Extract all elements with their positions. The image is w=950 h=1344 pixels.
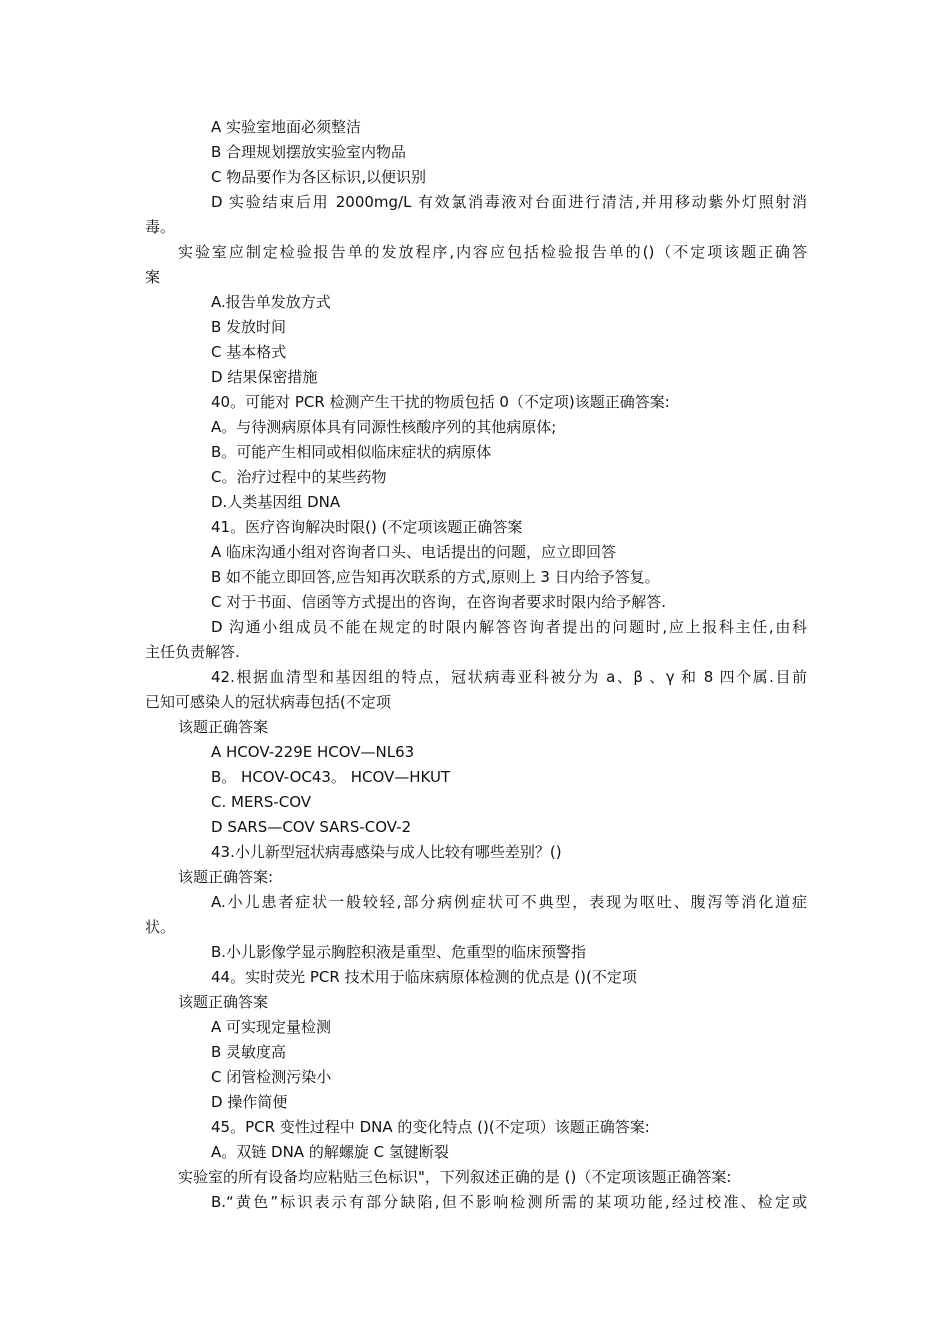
option-line: B 灵敏度高 — [211, 1043, 287, 1061]
continuation-line: 毒。 — [145, 218, 176, 236]
answer-label: 该题正确答案 — [178, 718, 269, 736]
option-line: A 实验室地面必须整洁 — [211, 118, 362, 136]
continuation-line: 主任负责解答. — [145, 643, 240, 661]
option-line: C 对于书面、信函等方式提出的咨询，在咨询者要求时限内给予解答. — [211, 593, 667, 611]
option-line: A。与待测病原体具有同源性核酸序列的其他病原体; — [211, 418, 557, 436]
continuation-line: 已知可感染人的冠状病毒包括(不定项 — [145, 693, 391, 711]
question-line: 41。医疗咨询解决时限() (不定项该题正确答案 — [211, 518, 523, 536]
option-line: C。治疗过程中的某些药物 — [211, 468, 387, 486]
question-line: 45。PCR 变性过程中 DNA 的变化特点 ()(不定项）该题正确答案: — [211, 1118, 650, 1136]
option-line: C 物品要作为各区标识,以便识别 — [211, 168, 427, 186]
option-line: A.小儿患者症状一般较轻,部分病例症状可不典型，表现为呕吐、腹泻等消化道症 — [211, 893, 807, 911]
continuation-line: 案 — [145, 268, 161, 286]
question-line: 42.根据血清型和基因组的特点，冠状病毒亚科被分为 a、β 、γ 和 8 四个属.目前 — [211, 668, 807, 686]
option-line: A 临床沟通小组对咨询者口头、电话提出的问题，应立即回答 — [211, 543, 617, 561]
question-line: 43.小儿新型冠状病毒感染与成人比较有哪些差别？() — [211, 843, 562, 861]
option-line: B 如不能立即回答,应告知再次联系的方式,原则上 3 日内给予答复。 — [211, 568, 660, 586]
option-line: D 结果保密措施 — [211, 368, 318, 386]
option-line: B。 HCOV-OC43。 HCOV—HKUT — [211, 768, 451, 786]
option-line: C 闭管检测污染小 — [211, 1068, 332, 1086]
question-line: 实验室的所有设备均应粘贴三色标识"，下列叙述正确的是 ()（不定项该题正确答案: — [178, 1168, 732, 1186]
answer-label: 该题正确答案: — [178, 868, 274, 886]
option-line: B 合理规划摆放实验室内物品 — [211, 143, 407, 161]
answer-label: 该题正确答案 — [178, 993, 269, 1011]
continuation-line: 状。 — [145, 918, 176, 936]
option-line: D 实验结束后用 2000mg/L 有效氯消毒液对台面进行清洁,并用移动紫外灯照射消 — [211, 193, 807, 211]
option-line: D 沟通小组成员不能在规定的时限内解答咨询者提出的问题时,应上报科主任,由科 — [211, 618, 807, 636]
option-line: D.人类基因组 DNA — [211, 493, 341, 511]
question-line: 40。可能对 PCR 检测产生干扰的物质包括 0（不定项)该题正确答案: — [211, 393, 670, 411]
option-line: B.“黄色”标识表示有部分缺陷,但不影响检测所需的某项功能,经过校准、检定或 — [211, 1193, 807, 1211]
option-line: B。可能产生相同或相似临床症状的病原体 — [211, 443, 492, 461]
option-line: A.报告单发放方式 — [211, 293, 331, 311]
option-line: B 发放时间 — [211, 318, 287, 336]
option-line: A 可实现定量检测 — [211, 1018, 332, 1036]
option-line: A HCOV-229E HCOV—NL63 — [211, 743, 415, 761]
option-line: A。双链 DNA 的解螺旋 C 氢键断裂 — [211, 1143, 449, 1161]
question-line: 实验室应制定检验报告单的发放程序,内容应包括检验报告单的()（不定项该题正确答 — [178, 243, 807, 261]
option-line: D 操作简便 — [211, 1093, 288, 1111]
question-line: 44。实时荧光 PCR 技术用于临床病原体检测的优点是 ()(不定项 — [211, 968, 637, 986]
option-line: B.小儿影像学显示胸腔积液是重型、危重型的临床预警指 — [211, 943, 587, 961]
option-line: C. MERS-COV — [211, 793, 312, 811]
option-line: D SARS—COV SARS-COV-2 — [211, 818, 412, 836]
option-line: C 基本格式 — [211, 343, 287, 361]
